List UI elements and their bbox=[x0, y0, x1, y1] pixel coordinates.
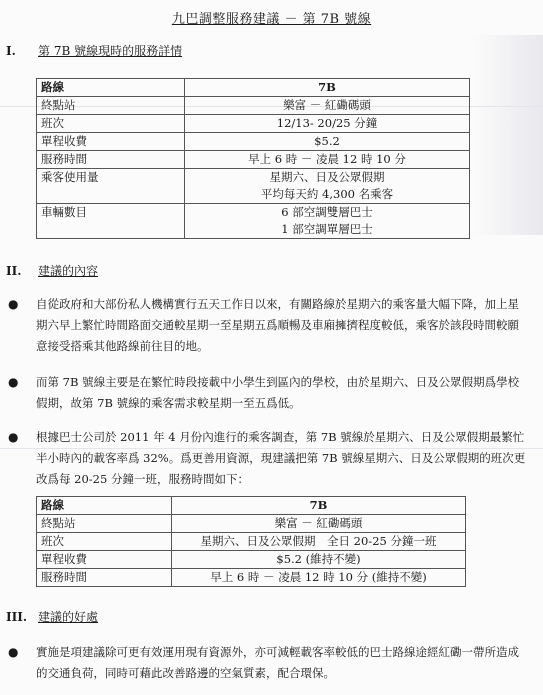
row-value bbox=[185, 169, 470, 204]
paragraph: 自從政府和大部份私人機構實行五天工作日以來，有關路線於星期六的乘客量大幅下降，加上星期六早上繁忙時間路面交通較星期一至星期五爲順暢及車廂擁擠程度較低，乘客於該段時間較願意接受搭乘其他路線前往目的地。 bbox=[36, 297, 519, 353]
bullet-icon: ● bbox=[8, 430, 19, 444]
row-label: 單程收費 bbox=[37, 133, 185, 151]
row-label: 單程收費 bbox=[37, 551, 172, 569]
paragraph: 根據巴士公司於 2011 年 4 月份內進行的乘客調查，第 7B 號線於星期六、日及公眾假期最繁忙半小時內的載客率爲 32%。爲更善用資源，現建議把第 7B 號線星期六、日及公眾假期的班次更改爲每 20-25 分鐘一班，服務時間如下： bbox=[36, 430, 526, 486]
row-label: 終點站 bbox=[37, 97, 185, 115]
table-row bbox=[37, 97, 470, 115]
row-label: 班次 bbox=[37, 533, 172, 551]
table-row bbox=[37, 569, 466, 587]
table-header-value: 7B bbox=[185, 79, 470, 97]
section-title: 建議的好處 bbox=[38, 610, 99, 624]
table-header-label: 路線 bbox=[37, 79, 185, 97]
table-row bbox=[37, 533, 466, 551]
table-row bbox=[37, 551, 466, 569]
section-number: III. bbox=[6, 610, 28, 624]
row-label: 班次 bbox=[37, 115, 185, 133]
row-value-line: 6 部空調雙層巴士 bbox=[281, 205, 373, 219]
table-row bbox=[37, 515, 466, 533]
row-value: 樂富 － 紅磡碼頭 bbox=[172, 515, 466, 533]
row-value: $5.2 bbox=[185, 133, 470, 151]
table-row bbox=[37, 204, 470, 239]
section-title: 建議的內容 bbox=[38, 264, 99, 278]
paragraph: 而第 7B 號線主要是在繁忙時段接載中小學生到區內的學校，由於星期六、日及公眾假期爲學校假期，故第 7B 號線的乘客需求較星期一至五爲低。 bbox=[36, 375, 520, 410]
table-header-label: 路線 bbox=[37, 497, 172, 515]
row-value bbox=[185, 204, 470, 239]
table-row bbox=[37, 133, 470, 151]
row-value-line: 星期六、日及公眾假期 bbox=[269, 170, 385, 184]
row-label: 終點站 bbox=[37, 515, 172, 533]
row-label: 乘客使用量 bbox=[37, 169, 185, 204]
proposed-service-table bbox=[36, 496, 466, 587]
row-value: 樂富 － 紅磡碼頭 bbox=[185, 97, 470, 115]
row-value: 早上 6 時 － 凌晨 12 時 10 分 (維持不變) bbox=[172, 569, 466, 587]
section-title: 第 7B 號線現時的服務詳情 bbox=[38, 44, 183, 58]
table-header-value: 7B bbox=[172, 497, 466, 515]
scan-shadow bbox=[473, 35, 543, 235]
row-label: 服務時間 bbox=[37, 151, 185, 169]
section-heading-2 bbox=[6, 262, 98, 279]
section-number: I. bbox=[6, 44, 16, 58]
row-label: 車輛數目 bbox=[37, 204, 185, 239]
page-title: 九巴調整服務建議 － 第 7B 號線 bbox=[171, 12, 372, 27]
row-value: 星期六、日及公眾假期 全日 20-25 分鐘一班 bbox=[172, 533, 466, 551]
row-label: 服務時間 bbox=[37, 569, 172, 587]
section-heading-3 bbox=[6, 608, 98, 625]
row-value-line: 平均每天約 4,300 名乘客 bbox=[260, 187, 394, 201]
table-row bbox=[37, 115, 470, 133]
table-row bbox=[37, 169, 470, 204]
paragraph: 實施是項建議除可更有效運用現有資源外，亦可減輕載客率較低的巴士路線途經紅磡一帶所造成的交通負荷，同時可藉此改善路邊的空氣質素，配合環保。 bbox=[36, 645, 519, 680]
row-value-line: 1 部空調單層巴士 bbox=[281, 222, 373, 236]
bullet-icon: ● bbox=[8, 375, 19, 389]
row-value: 早上 6 時 － 凌晨 12 時 10 分 bbox=[185, 151, 470, 169]
table-row bbox=[37, 151, 470, 169]
table-header-row bbox=[37, 497, 466, 515]
section-number: II. bbox=[6, 264, 22, 278]
row-value: $5.2 (維持不變) bbox=[172, 551, 466, 569]
bullet-icon: ● bbox=[8, 297, 19, 311]
section-heading-1 bbox=[6, 42, 182, 59]
table-header-row bbox=[37, 79, 470, 97]
current-service-table bbox=[36, 78, 470, 239]
row-value: 12/13- 20/25 分鐘 bbox=[185, 115, 470, 133]
bullet-icon: ● bbox=[8, 645, 19, 659]
